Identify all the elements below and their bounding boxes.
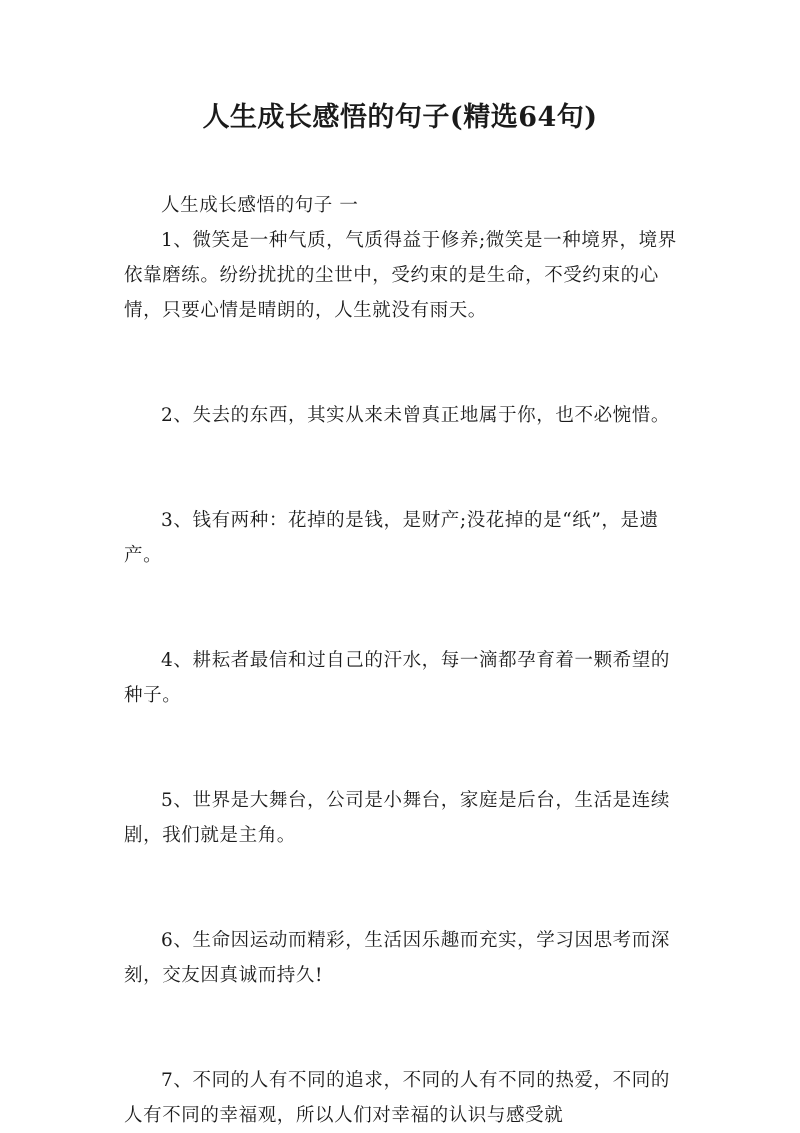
section-heading: 人生成长感悟的句子 一 (161, 195, 359, 216)
paragraph-gap (124, 713, 680, 783)
paragraph-1: 1、微笑是一种气质，气质得益于修养;微笑是一种境界，境界依靠磨练。纷纷扰扰的尘世中，受约束的是生命，不受约束的心情，只要心情是晴朗的，人生就没有雨天。 (124, 230, 677, 321)
paragraph-gap (124, 573, 680, 643)
paragraph-2: 2、失去的东西，其实从来未曾真正地属于你，也不必惋惜。 (161, 405, 670, 426)
paragraph-6: 6、生命因运动而精彩，生活因乐趣而充实，学习因思考而深刻，交友因真诚而持久! (124, 930, 670, 986)
paragraph-3: 3、钱有两种：花掉的是钱，是财产;没花掉的是“纸”，是遗产。 (124, 510, 659, 566)
paragraph-5: 5、世界是大舞台，公司是小舞台，家庭是后台，生活是连续剧，我们就是主角。 (124, 790, 670, 846)
paragraph-7: 7、不同的人有不同的追求，不同的人有不同的热爱，不同的人有不同的幸福观，所以人们对幸福的认识与感受就 (124, 1070, 670, 1126)
paragraph-gap (124, 433, 680, 503)
paragraph-4: 4、耕耘者最信和过自己的汗水，每一滴都孕育着一颗希望的种子。 (124, 650, 670, 706)
paragraph-gap (124, 993, 680, 1063)
paragraph-gap (124, 328, 680, 398)
document-body (124, 188, 680, 1133)
document-title: 人生成长感悟的句子(精选64句) (202, 102, 598, 133)
paragraph-gap (124, 853, 680, 923)
